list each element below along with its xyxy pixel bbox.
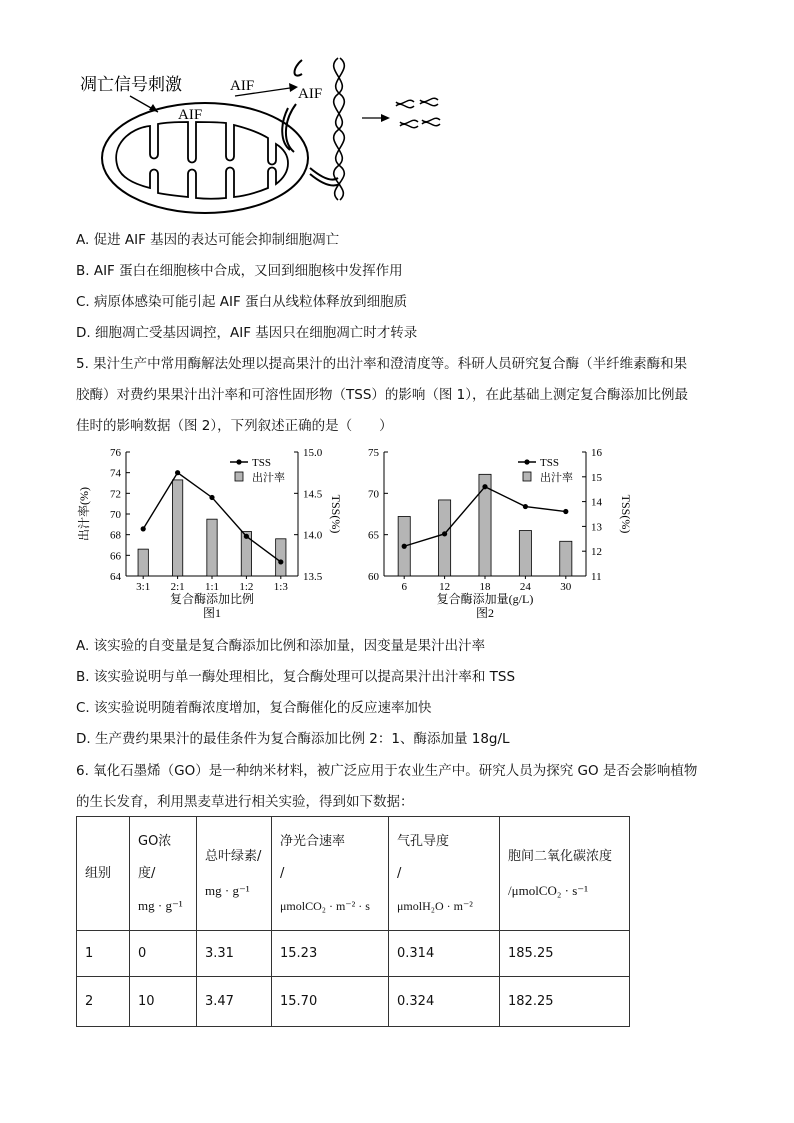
cell: 0.324 — [389, 977, 500, 1027]
go-data-table — [76, 816, 630, 1027]
x-tick-label: 1:3 — [273, 581, 288, 593]
x-tick-label: 18 — [479, 581, 491, 593]
x-tick-label: 24 — [519, 581, 531, 593]
y-tick-label-right: 14.5 — [303, 488, 323, 501]
tss-point — [209, 495, 214, 500]
aif-label-mid: AIF — [230, 78, 255, 94]
x-tick-label: 1:1 — [204, 581, 220, 593]
y-tick-label-left: 68 — [110, 529, 121, 542]
bar — [560, 541, 572, 576]
y-tick-label-left: 75 — [368, 447, 379, 459]
bar — [138, 549, 148, 576]
cell: 15.70 — [272, 977, 389, 1027]
chart-figure-2 — [350, 442, 650, 632]
q6-stem-line-2: 的生长发育，利用黑麦草进行相关实验，得到如下数据： — [76, 794, 414, 810]
y-tick-label-left: 72 — [110, 488, 121, 501]
table-row — [77, 977, 630, 1027]
tss-point — [175, 470, 180, 475]
tss-point — [402, 544, 407, 549]
cell: 3.31 — [197, 931, 272, 977]
bar — [439, 500, 451, 576]
y-tick-label-left: 66 — [110, 550, 121, 563]
q5-option-d: D. 生产费约果果汁的最佳条件为复合酶添加比例 2：1、酶添加量 18g/L — [76, 731, 510, 747]
q6-stem-line-1: 6. 氧化石墨烯（GO）是一种纳米材料，被广泛应用于农业生产中。研究人员为探究 GO 是否会影响植物 — [76, 763, 698, 779]
y-tick-label-right: 14.0 — [303, 529, 323, 542]
header-stomatal-conductance: 气孔导度 / μmolH₂O · m⁻² — [389, 817, 500, 931]
tss-point — [278, 559, 283, 564]
y-tick-label-right: 15 — [591, 471, 602, 484]
legend-marker-icon — [524, 459, 529, 464]
dna-helix-icon — [334, 58, 345, 200]
header-go-concentration: GO浓 度/ mg · g⁻¹ — [130, 817, 197, 931]
bar — [519, 531, 531, 576]
bar — [172, 480, 182, 576]
cell: 182.25 — [500, 977, 630, 1027]
q5-stem-line-2: 胶酶）对费约果果汁出汁率和可溶性固形物（TSS）的影响（图 1），在此基础上测定复合酶添加比例最 — [76, 387, 689, 403]
dna-fragments-icon — [396, 98, 440, 127]
x-tick-label: 30 — [560, 581, 572, 593]
x-axis-label: 复合酶添加量(g/L) — [436, 592, 534, 606]
tss-point — [442, 531, 447, 536]
q5-stem-line-1: 5. 果汁生产中常用酶解法处理以提高果汁的出汁率和澄清度等。科研人员研究复合酶（半纤维素酶和果 — [76, 356, 688, 372]
q5-option-c: C. 该实验说明随着酶浓度增加，复合酶催化的反应速率加快 — [76, 700, 432, 716]
header-group: 组别 — [77, 817, 130, 931]
header-net-photosynthesis: 净光合速率 / μmolCO₂ · m⁻² · s — [272, 817, 389, 931]
legend-marker-icon — [236, 459, 241, 464]
x-axis-label: 复合酶添加比例 — [169, 592, 255, 606]
y-tick-label-left: 74 — [110, 467, 121, 480]
q4-option-b: B. AIF 蛋白在细胞核中合成，又回到细胞核中发挥作用 — [76, 263, 403, 279]
y-tick-label-left: 64 — [110, 571, 121, 583]
tss-point — [141, 526, 146, 531]
y-axis-label-right: TSS(%) — [619, 494, 633, 534]
mitochondrion-outer — [102, 103, 308, 213]
mitochondrion-cristae — [116, 122, 288, 199]
aif-label-nucleus: AIF — [298, 86, 323, 102]
tss-point — [482, 484, 487, 489]
y-axis-label-left: 出汁率(%) — [77, 487, 91, 541]
aif-label-inner: AIF — [178, 107, 203, 123]
y-tick-label-right: 15.0 — [303, 447, 323, 459]
cell: 3.47 — [197, 977, 272, 1027]
q5-option-a: A. 该实验的自变量是复合酶添加比例和添加量，因变量是果汁出汁率 — [76, 638, 486, 654]
q5-stem-line-3: 佳时的影响数据（图 2），下列叙述正确的是（ ） — [76, 418, 393, 434]
y-tick-label-right: 12 — [591, 546, 602, 559]
header-total-chlorophyll: 总叶绿素/ mg · g⁻¹ — [197, 817, 272, 931]
x-tick-label: 3:1 — [136, 581, 151, 593]
y-tick-label-right: 11 — [591, 571, 602, 583]
signal-label: 凋亡信号刺激 — [80, 75, 182, 94]
bar — [207, 519, 217, 576]
table-row — [77, 931, 630, 977]
y-tick-label-right: 13.5 — [303, 571, 323, 583]
cell: 0.314 — [389, 931, 500, 977]
q4-option-c: C. 病原体感染可能引起 AIF 蛋白从线粒体释放到细胞质 — [76, 294, 408, 310]
x-tick-label: 6 — [401, 581, 407, 593]
tss-point — [563, 509, 568, 514]
legend-bar-icon — [235, 472, 243, 481]
chart-figure-1 — [76, 442, 346, 632]
bar — [276, 539, 286, 576]
cell: 2 — [77, 977, 130, 1027]
legend-label-tss: TSS — [540, 457, 559, 469]
figure-caption: 图1 — [202, 606, 222, 620]
y-axis-label-right: TSS(%) — [329, 494, 343, 534]
legend-label-yield: 出汁率 — [540, 472, 573, 484]
legend-bar-icon — [523, 472, 531, 481]
aif-diagram — [70, 50, 450, 220]
x-tick-label: 2:1 — [170, 581, 185, 593]
y-tick-label-right: 16 — [591, 447, 602, 459]
x-tick-label: 1:2 — [239, 581, 254, 593]
legend-label-tss: TSS — [252, 457, 271, 469]
y-tick-label-left: 60 — [368, 571, 379, 583]
y-tick-label-left: 70 — [368, 488, 379, 501]
y-tick-label-right: 14 — [591, 496, 602, 509]
cell: 15.23 — [272, 931, 389, 977]
q4-option-d: D. 细胞凋亡受基因调控，AIF 基因只在细胞凋亡时才转录 — [76, 325, 418, 341]
cell: 0 — [130, 931, 197, 977]
header-intercellular-co2: 胞间二氧化碳浓度 /μmolCO₂ · s⁻¹ — [500, 817, 630, 931]
tss-point — [244, 534, 249, 539]
q5-option-b: B. 该实验说明与单一酶处理相比，复合酶处理可以提高果汁出汁率和 TSS — [76, 669, 516, 685]
cell: 10 — [130, 977, 197, 1027]
table-header-row — [77, 817, 630, 931]
y-tick-label-right: 13 — [591, 521, 602, 534]
y-tick-label-left: 76 — [110, 447, 121, 459]
cell: 185.25 — [500, 931, 630, 977]
y-tick-label-left: 70 — [110, 509, 121, 521]
tss-point — [523, 504, 528, 509]
y-tick-label-left: 65 — [368, 529, 379, 542]
cell: 1 — [77, 931, 130, 977]
legend-label-yield: 出汁率 — [252, 472, 285, 484]
nucleus-membrane-icon — [282, 60, 340, 186]
q4-option-a: A. 促进 AIF 基因的表达可能会抑制细胞凋亡 — [76, 232, 340, 248]
figure-caption: 图2 — [475, 606, 495, 620]
x-tick-label: 12 — [439, 581, 451, 593]
